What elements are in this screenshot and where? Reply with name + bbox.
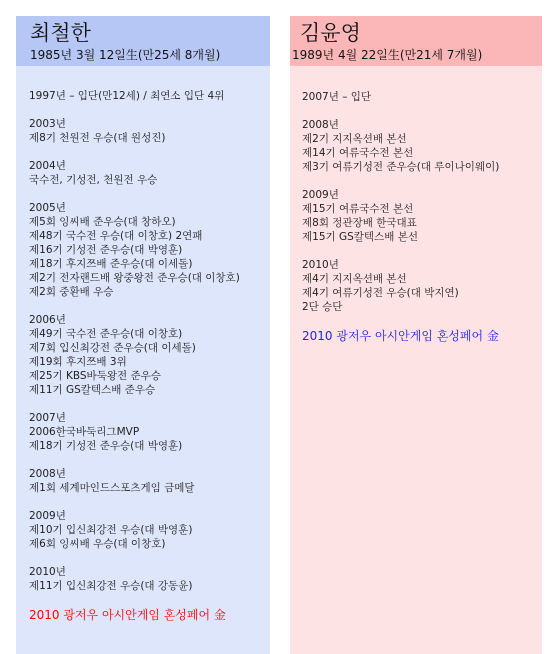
player-name: 김윤영 <box>300 21 361 45</box>
career-entry: 제10기 입신최강전 우승(대 박영훈) <box>29 524 193 536</box>
career-year-block <box>29 313 266 397</box>
career-entry: 제48기 국수전 우승(대 이창호) 2연패 <box>29 230 203 242</box>
career-entry: 제3기 여류기성전 준우승(대 루이나이웨이) <box>302 161 500 173</box>
career-year-heading: 2005년 <box>29 202 66 214</box>
player-birth: 1989년 4월 22일生(만21세 7개월) <box>292 48 483 62</box>
career-entry: 제5회 잉씨배 준우승(대 창하오) <box>29 216 176 228</box>
career-year-heading: 2008년 <box>302 119 339 131</box>
career-year-block <box>302 90 538 104</box>
career-entry: 2단 승단 <box>302 301 343 313</box>
career-year-heading: 2009년 <box>29 510 66 522</box>
career-list <box>302 90 538 344</box>
player-header <box>16 16 270 66</box>
career-entry: 제2회 중환배 우승 <box>29 286 114 298</box>
career-entry: 제8기 천원전 우승(대 원성진) <box>29 132 166 144</box>
career-entry: 제4기 지지옥션배 본선 <box>302 273 407 285</box>
career-entry: 국수전, 기성전, 천원전 우승 <box>29 174 158 186</box>
career-year-heading: 2006년 <box>29 314 66 326</box>
career-year-block <box>302 118 538 174</box>
career-year-heading: 2004년 <box>29 160 66 172</box>
career-year-heading: 2007년 – 입단 <box>302 91 372 103</box>
career-entry: 2006한국바둑리그MVP <box>29 426 140 438</box>
career-entry: 제19회 후지쯔배 3위 <box>29 356 127 368</box>
career-entry: 제15기 여류국수전 본선 <box>302 203 414 215</box>
player-birth: 1985년 3월 12일生(만25세 8개월) <box>30 48 221 62</box>
career-year-block <box>29 201 266 299</box>
career-year-block <box>29 159 266 187</box>
asian-games-medal: 2010 광저우 아시안게임 혼성페어 金 <box>302 329 499 343</box>
career-year-block <box>302 258 538 314</box>
player-header <box>290 16 542 66</box>
career-entry: 제1회 세계마인드스포츠게임 금메달 <box>29 482 195 494</box>
career-year-heading: 1997년 – 입단(만12세) / 최연소 입단 4위 <box>29 90 225 102</box>
career-year-block <box>29 117 266 145</box>
asian-games-medal: 2010 광저우 아시안게임 혼성페어 金 <box>29 608 226 622</box>
career-year-block <box>29 89 266 103</box>
career-entry: 제2기 전자랜드배 왕중왕전 준우승(대 이창호) <box>29 272 240 284</box>
career-entry: 제14기 여류국수전 본선 <box>302 147 414 159</box>
career-year-heading: 2010년 <box>302 259 339 271</box>
career-year-block <box>302 188 538 244</box>
career-year-heading: 2010년 <box>29 566 66 578</box>
player-name: 최철한 <box>30 21 91 45</box>
player-column-choi <box>16 16 270 654</box>
career-year-block <box>29 467 266 495</box>
career-entry: 제16기 기성전 준우승(대 박영훈) <box>29 244 183 256</box>
career-year-heading: 2003년 <box>29 118 66 130</box>
career-year-block <box>29 411 266 453</box>
career-year-heading: 2007년 <box>29 412 66 424</box>
player-column-kim <box>290 16 542 654</box>
career-list <box>29 89 266 623</box>
career-year-block <box>29 509 266 551</box>
career-year-heading: 2009년 <box>302 189 339 201</box>
career-entry: 제8회 정관장배 한국대표 <box>302 217 417 229</box>
career-entry: 제11기 입신최강전 우승(대 강동윤) <box>29 580 193 592</box>
career-year-heading: 2008년 <box>29 468 66 480</box>
career-entry: 제18기 기성전 준우승(대 박영훈) <box>29 440 183 452</box>
career-entry: 제25기 KBS바둑왕전 준우승 <box>29 370 161 382</box>
career-entry: 제6회 잉씨배 우승(대 이창호) <box>29 538 166 550</box>
career-entry: 제7회 입신최강전 준우승(대 이세돌) <box>29 342 196 354</box>
career-entry: 제4기 여류기성전 우승(대 박지연) <box>302 287 459 299</box>
career-entry: 제11기 GS칼텍스배 준우승 <box>29 384 156 396</box>
career-entry: 제18기 후지쯔배 준우승(대 이세돌) <box>29 258 193 270</box>
career-entry: 제2기 지지옥션배 본선 <box>302 133 407 145</box>
career-entry: 제49기 국수전 준우승(대 이창호) <box>29 328 183 340</box>
career-year-block <box>29 565 266 593</box>
career-entry: 제15기 GS칼텍스배 본선 <box>302 231 418 243</box>
